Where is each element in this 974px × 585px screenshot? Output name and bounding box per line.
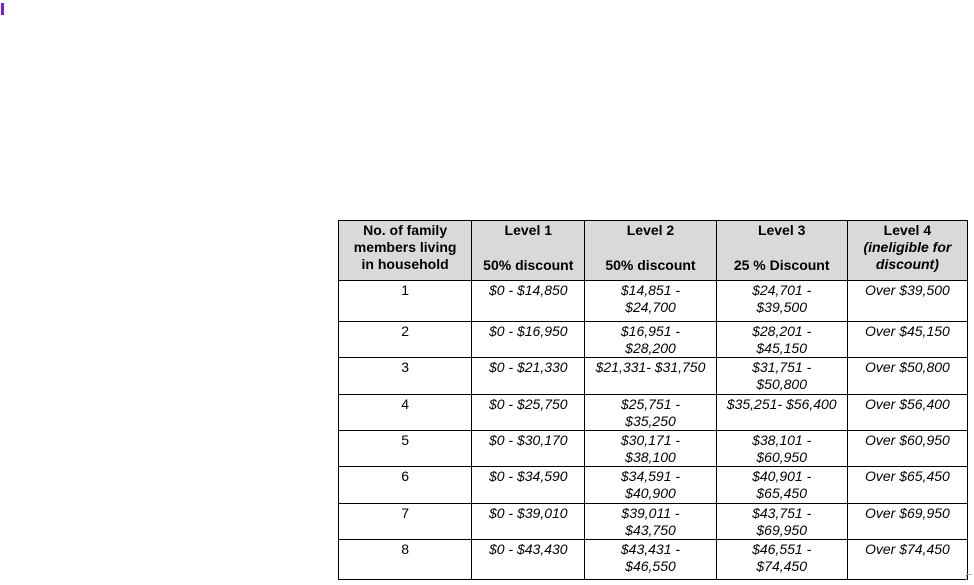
cell-level-4: Over $50,800 [847,358,967,395]
cell-level-3: $38,101 - $60,950 [716,431,847,467]
income-discount-table [338,220,968,580]
cell-level-1: $0 - $30,170 [472,431,585,467]
cell-level-3: $31,751 - $50,800 [716,358,847,395]
header-household: No. of family members living in household [339,221,472,281]
text-cursor-marker [1,3,4,15]
cell-household: 6 [339,467,472,504]
cell-level-2: $43,431 - $46,550 [585,540,716,580]
table-header-row [339,221,968,281]
cell-level-3: $28,201 - $45,150 [716,322,847,358]
cell-level-1: $0 - $39,010 [472,504,585,540]
cell-level-3: $40,901 - $65,450 [716,467,847,504]
cell-level-4: Over $60,950 [847,431,967,467]
cell-level-2: $14,851 - $24,700 [585,281,716,322]
cell-level-1: $0 - $34,590 [472,467,585,504]
cell-level-1: $0 - $21,330 [472,358,585,395]
table-row [339,395,968,431]
cell-level-1: $0 - $43,430 [472,540,585,580]
cell-level-1: $0 - $25,750 [472,395,585,431]
cell-household: 1 [339,281,472,322]
table-row [339,322,968,358]
table-row [339,281,968,322]
cell-level-2: $34,591 - $40,900 [585,467,716,504]
cell-level-4: Over $74,450 [847,540,967,580]
cell-level-2: $30,171 - $38,100 [585,431,716,467]
cell-household: 7 [339,504,472,540]
table-row [339,431,968,467]
cell-level-4: Over $69,950 [847,504,967,540]
cell-level-1: $0 - $16,950 [472,322,585,358]
cell-level-4: Over $45,150 [847,322,967,358]
header-level-1: Level 1 50% discount [472,221,585,281]
cell-level-3: $43,751 - $69,950 [716,504,847,540]
header-level-3: Level 3 25 % Discount [716,221,847,281]
cell-level-1: $0 - $14,850 [472,281,585,322]
header-level-4: Level 4 (ineligible for discount) [847,221,967,281]
table-row [339,540,968,580]
cell-household: 4 [339,395,472,431]
cell-level-2: $39,011 - $43,750 [585,504,716,540]
cell-level-3: $24,701 - $39,500 [716,281,847,322]
cell-level-4: Over $39,500 [847,281,967,322]
cell-level-3: $35,251- $56,400 [716,395,847,431]
cell-household: 3 [339,358,472,395]
page-corner-marker [966,574,972,580]
table-row [339,504,968,540]
cell-level-2: $16,951 - $28,200 [585,322,716,358]
header-level-2: Level 2 50% discount [585,221,716,281]
table-row [339,467,968,504]
table-row [339,358,968,395]
cell-level-2: $25,751 - $35,250 [585,395,716,431]
cell-household: 2 [339,322,472,358]
cell-household: 8 [339,540,472,580]
cell-level-3: $46,551 - $74,450 [716,540,847,580]
cell-household: 5 [339,431,472,467]
cell-level-4: Over $56,400 [847,395,967,431]
cell-level-4: Over $65,450 [847,467,967,504]
cell-level-2: $21,331- $31,750 [585,358,716,395]
